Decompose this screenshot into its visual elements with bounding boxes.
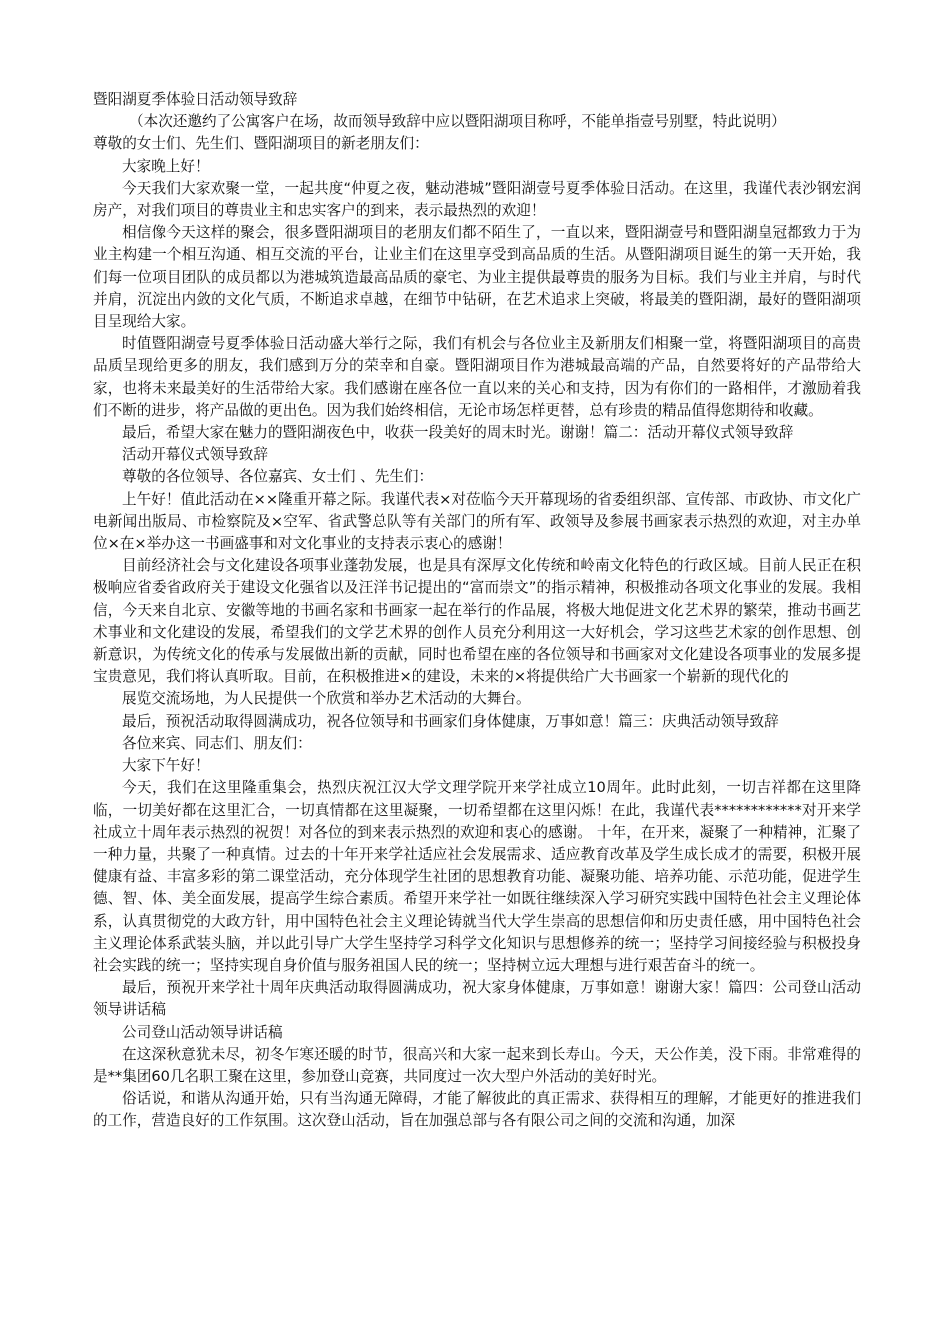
salutation: 尊敬的各位领导、各位嘉宾、女士们 、先生们：: [122, 468, 434, 486]
greeting: 大家下午好！: [122, 757, 210, 775]
body-paragraph: 最后，希望大家在魅力的暨阳湖夜色中，收获一段美好的周末时光。谢谢！篇二：活动开幕仪式领导致辞: [122, 424, 794, 442]
note-paragraph: （本次还邀约了公寓客户在场，故而领导致辞中应以暨阳湖项目称呼，不能单指壹号别墅，特此说明）: [129, 113, 786, 131]
section-heading: 活动开幕仪式领导致辞: [122, 446, 268, 464]
salutation: 尊敬的女士们、先生们、暨阳湖项目的新老朋友们：: [93, 135, 429, 153]
body-paragraph: 时值暨阳湖壹号夏季体验日活动盛大举行之际，我们有机会与各位业主及新朋友们相聚一堂，将暨阳湖项目的高贵品质呈现给更多的朋友，我们感到万分的荣幸和自豪。暨阳湖项目作为港城最高端的产品，自然要将好的产品带给大家，也将未来最美好的生活带给大家。我们感谢在座各位一直以来的关心和支持，因为有你们的一路相伴，才激励着我们不断的进步，将产品做的更出色。因为我们始终相信，无论市场怎样更替，总有珍贵的精品值得您期待和收藏。: [93, 335, 861, 419]
body-paragraph: 展览交流场地，为人民提供一个欣赏和举办艺术活动的大舞台。: [122, 690, 531, 708]
body-paragraph: 最后，预祝活动取得圆满成功，祝各位领导和书画家们身体健康，万事如意！篇三：庆典活动领导致辞: [122, 712, 779, 730]
section-heading: 公司登山活动领导讲话稿: [122, 1023, 283, 1041]
body-paragraph: 在这深秋意犹未尽，初冬乍寒还暖的时节，很高兴和大家一起来到长寿山。今天，天公作美，没下雨。非常难得的是**集团60几名职工聚在这里，参加登山竞赛，共同度过一次大型户外活动的美好时光。: [93, 1045, 861, 1085]
greeting: 大家晚上好！: [122, 157, 210, 175]
body-paragraph: 上午好！值此活动在××隆重开幕之际。我谨代表×对莅临今天开幕现场的省委组织部、宣传部、市政协、市文化广电新闻出版局、市检察院及×空军、省武警总队等有关部门的所有军、政领导及参展书画家表示热烈的欢迎，对主办单位×在×举办这一书画盛事和对文化事业的支持表示衷心的感谢！: [93, 490, 861, 553]
body-paragraph: 目前经济社会与文化建设各项事业蓬勃发展，也是具有深厚文化传统和岭南文化特色的行政区域。目前人民正在积极响应省委省政府关于建设文化强省以及汪洋书记提出的“富而崇文”的指示精神，积极推动各项文化事业的发展。我相信，今天来自北京、安徽等地的书画名家和书画家一起在举行的作品展，将极大地促进文化艺术界的繁荣，推动书画艺术事业和文化建设的发展，希望我们的文学艺术界的创作人员充分利用这一大好机会，学习这些艺术家的创作思想、创新意识，为传统文化的传承与发展做出新的贡献，同时也希望在座的各位领导和书画家对文化建设各项事业的发展多提宝贵意见，我们将认真听取。目前，在积极推进×的建设，未来的×将提供给广大书画家一个崭新的现代化的: [93, 557, 861, 686]
body-paragraph: 最后，预祝开来学社十周年庆典活动取得圆满成功，祝大家身体健康，万事如意！谢谢大家！篇四：公司登山活动领导讲话稿: [93, 979, 861, 1019]
document-page: [93, 89, 861, 1133]
document-title: 暨阳湖夏季体验日活动领导致辞: [93, 91, 298, 108]
salutation: 各位来宾、同志们、朋友们：: [122, 734, 312, 752]
body-paragraph: 俗话说，和谐从沟通开始，只有当沟通无障碍，才能了解彼此的真正需求、获得相互的理解，才能更好的推进我们的工作，营造良好的工作氛围。这次登山活动，旨在加强总部与各有限公司之间的交流和沟通，加深: [93, 1090, 861, 1130]
body-paragraph: 今天，我们在这里隆重集会，热烈庆祝江汉大学文理学院开来学社成立10周年。此时此刻，一切吉祥都在这里降临，一切美好都在这里汇合，一切真情都在这里凝聚，一切希望都在这里闪烁！在此，我谨代表************对开来学社成立十周年表示热烈的祝贺！对各位的到来表示热烈的欢迎和衷心的感谢。 十年，在开来，凝聚了一种精神，汇聚了一种力量，共聚了一种真情。过去的十年开来学社适应社会发展需求、适应教育改革及学生成长成才的需要，积极开展健康有益、丰富多彩的第二课堂活动，充分体现学生社团的思想教育功能、凝聚功能、培养功能、示范功能，促进学生德、智、体、美全面发展，提高学生综合素质。希望开来学社一如既往继续深入学习研究实践中国特色社会主义理论体系，认真贯彻党的大政方针，用中国特色社会主义理论铸就当代大学生崇高的思想信仰和历史责任感，用中国特色社会主义理论体系武装头脑，并以此引导广大学生坚持学习科学文化知识与思想修养的统一；坚持学习间接经验与积极投身社会实践的统一；坚持实现自身价值与服务祖国人民的统一；坚持树立远大理想与进行艰苦奋斗的统一。: [93, 779, 861, 974]
body-paragraph: 相信像今天这样的聚会，很多暨阳湖项目的老朋友们都不陌生了，一直以来，暨阳湖壹号和暨阳湖皇冠都致力于为业主构建一个相互沟通、相互交流的平台，让业主们在这里享受到高品质的生活。从暨阳湖项目诞生的第一天开始，我们每一位项目团队的成员都以为港城筑造最高品质的豪宅、为业主提供最尊贵的服务为目标。我们与业主并肩，与时代并肩，沉淀出内敛的文化气质，不断追求卓越，在细节中钻研，在艺术追求上突破，将最美的暨阳湖，最好的暨阳湖项目呈现给大家。: [93, 224, 861, 331]
body-paragraph: 今天我们大家欢聚一堂，一起共度“仲夏之夜，魅动港城”暨阳湖壹号夏季体验日活动。在这里，我谨代表沙钢宏润房产，对我们项目的尊贵业主和忠实客户的到来，表示最热烈的欢迎！: [93, 179, 861, 220]
